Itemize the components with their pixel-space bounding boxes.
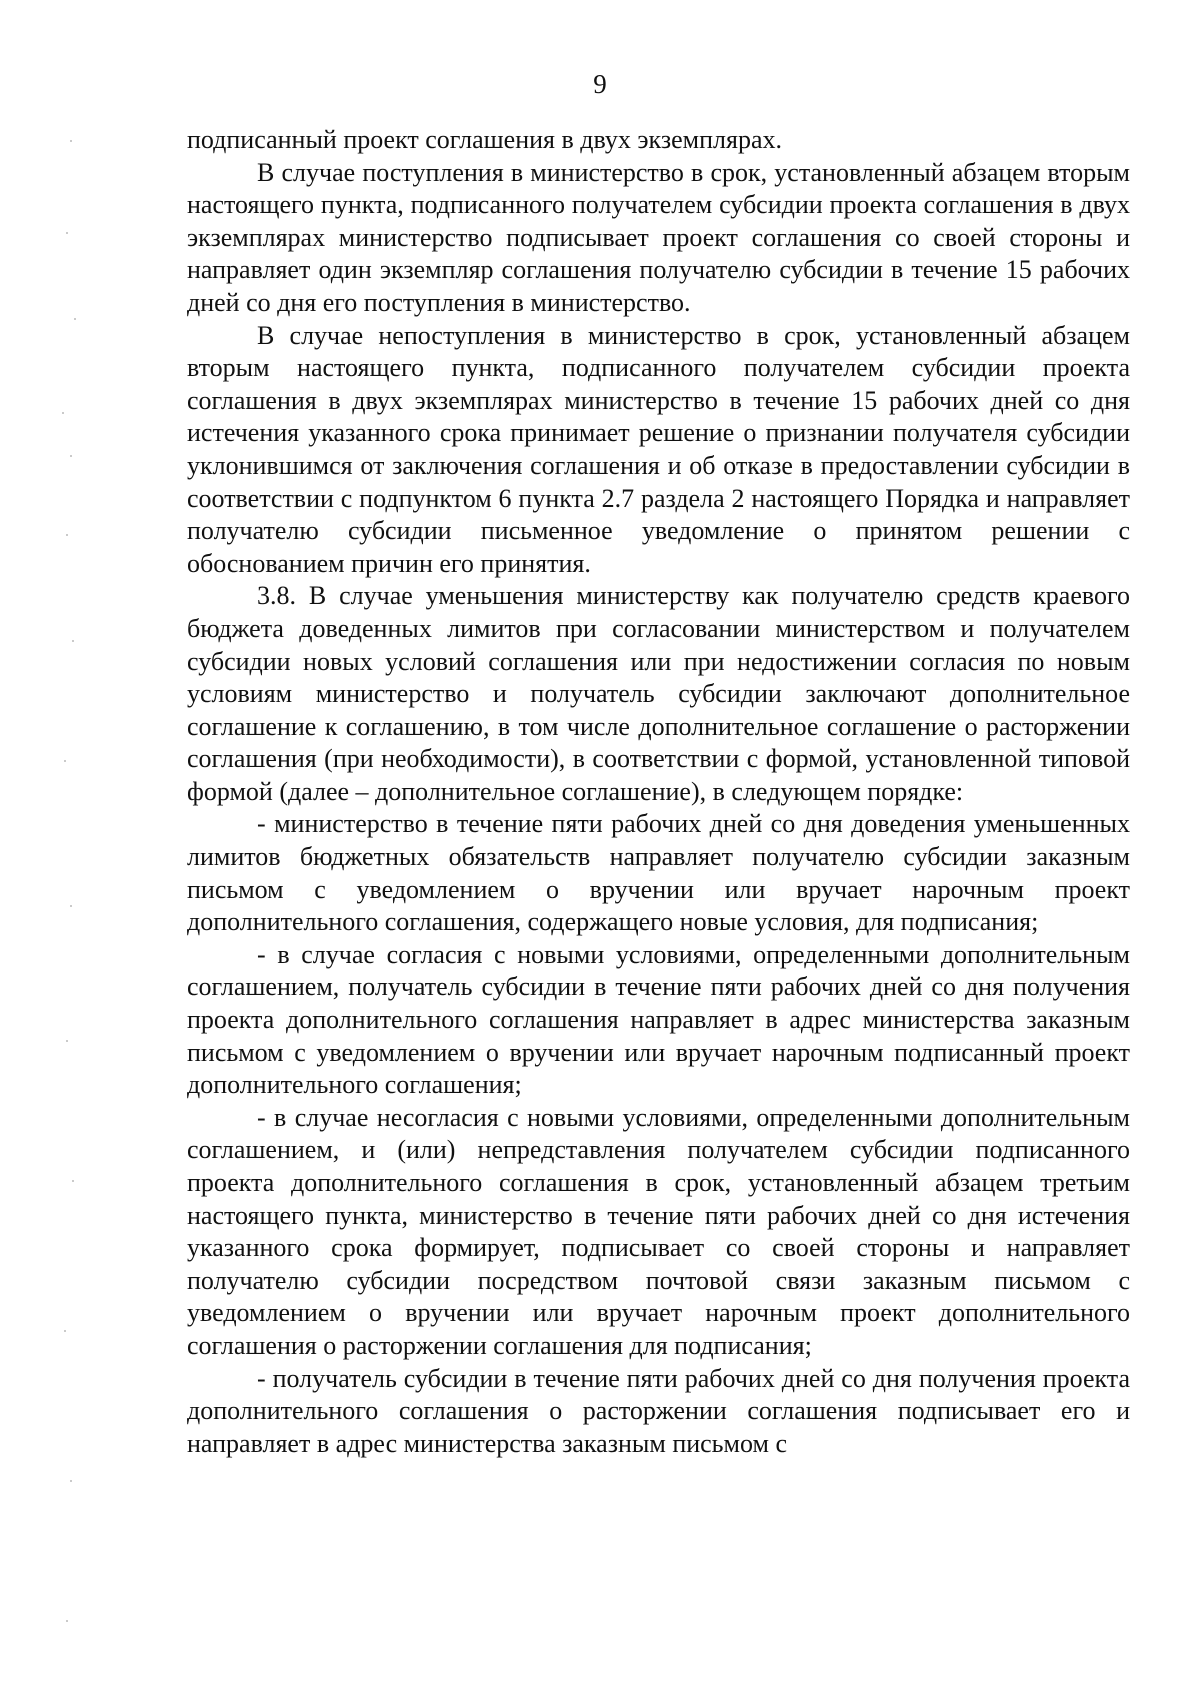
scan-speck xyxy=(64,760,66,762)
page-number: 9 xyxy=(593,69,607,99)
list-item: - министерство в течение пяти рабочих дней со дня доведения уменьшенных лимитов бюджетных обязательств направляет получателю субсидии заказным письмом с уведомлением о вручении или вручает нарочным проект дополнительного соглашения, содержащего новые условия, для подписания; xyxy=(187,809,1130,937)
list-item: - получатель субсидии в течение пяти рабочих дней со дня получения проекта дополнительного соглашения о расторжении соглашения подписывает его и направляет в адрес министерства заказным письмом с xyxy=(187,1363,1130,1458)
scan-speck xyxy=(72,1180,74,1182)
scan-speck xyxy=(70,1480,72,1482)
paragraph: подписанный проект соглашения в двух экземплярах. xyxy=(187,125,782,154)
paragraph: В случае поступления в министерство в срок, установленный абзацем вторым настоящего пункта, подписанного получателем субсидии проекта соглашения в двух экземплярах министерство подписывает проект соглашения со своей стороны и направляет один экземпляр соглашения получателю субсидии в течение 15 рабочих дней со дня его поступления в министерство. xyxy=(187,157,1130,317)
scan-speck xyxy=(72,640,74,642)
scan-speck xyxy=(66,534,68,536)
scan-speck xyxy=(70,140,72,142)
scan-speck xyxy=(64,1330,66,1332)
scan-speck xyxy=(66,232,68,234)
scan-speck xyxy=(66,1620,68,1622)
list-item: - в случае несогласия с новыми условиями, определенными дополнительным соглашением, и (или) непредставления получателем субсидии подписанного проекта дополнительного соглашения в срок, установленный абзацем третьим настоящего пункта, министерство в течение пяти рабочих дней со дня истечения указанного срока формирует, подписывает со своей стороны и направляет получателю субсидии посредством почтовой связи заказным письмом с уведомлением о вручении или вручает нарочным проект дополнительного соглашения о расторжении соглашения для подписания; xyxy=(187,1102,1130,1360)
scan-speck xyxy=(66,1040,68,1042)
scan-speck xyxy=(70,455,72,457)
scan-speck xyxy=(62,412,64,414)
list-item: - в случае согласия с новыми условиями, определенными дополнительным соглашением, получатель субсидии в течение пяти рабочих дней со дня получения проекта дополнительного соглашения направляет в адрес министерства заказным письмом с уведомлением о вручении или вручает нарочным подписанный проект дополнительного соглашения; xyxy=(187,939,1130,1100)
scan-speck xyxy=(70,905,72,907)
paragraph: В случае непоступления в министерство в срок, установленный абзацем вторым настоящего пункта, подписанного получателем субсидии проекта соглашения в двух экземплярах министерство в течение 15 рабочих дней со дня истечения указанного срока принимает решение о признании получателя субсидии уклонившимся от заключения соглашения и об отказе в предоставлении субсидии в соответствии с подпунктом 6 пункта 2.7 раздела 2 настоящего Порядка и направляет получателю субсидии письменное уведомление о принятом решении с обоснованием причин его принятия. xyxy=(187,320,1130,578)
paragraph-section-3-8: 3.8. В случае уменьшения министерству как получателю средств краевого бюджета доведенных лимитов при согласовании министерством и получателем субсидии новых условий соглашения или при недостижении согласия по новым условиям министерство и получатель субсидии заключают дополнительное соглашение к соглашению, в том числе дополнительное соглашение о расторжении соглашения (при необходимости), в соответствии с формой, установленной типовой формой (далее – дополнительное соглашение), в следующем порядке: xyxy=(187,581,1130,806)
scan-speck xyxy=(74,318,76,320)
document-body xyxy=(187,124,1130,1460)
